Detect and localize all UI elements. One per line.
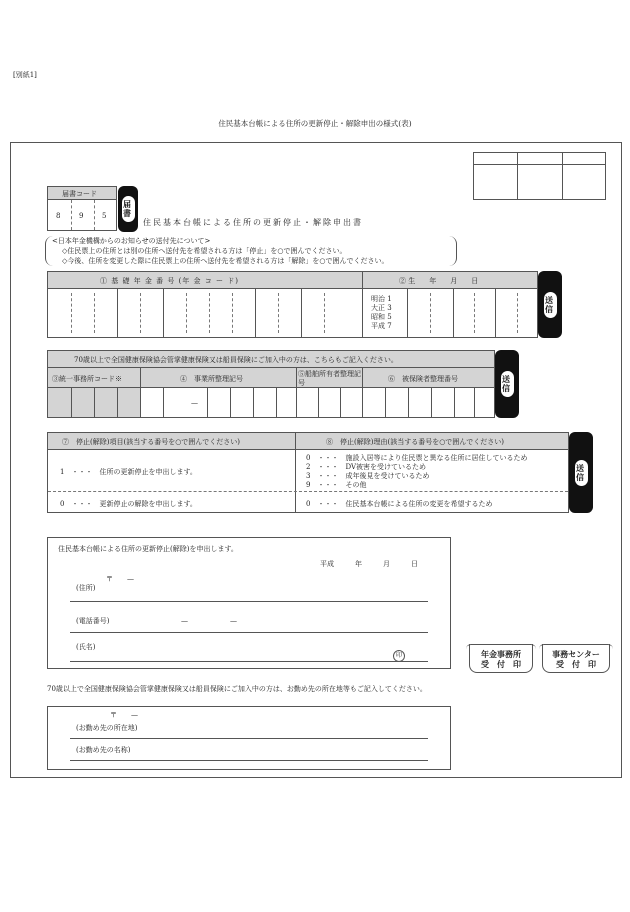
seal-mark: 印 <box>393 650 405 662</box>
era-taisho: 大正 3 <box>371 304 392 312</box>
era-meiji: 明治 1 <box>371 295 392 303</box>
office-center-stamp: 事務センター 受 付 印 <box>542 644 610 673</box>
form-code-digits <box>47 199 117 231</box>
employer-name-line[interactable] <box>70 760 428 761</box>
section3-header <box>47 432 569 450</box>
pension-office-stamp: 年金事務所 受 付 印 <box>469 644 533 673</box>
era-showa: 昭和 5 <box>371 313 392 321</box>
form-code-digit-1: 8 <box>56 212 61 220</box>
employer-postal[interactable]: 〒 — <box>110 711 138 719</box>
phone-label: (電話番号) <box>76 617 110 625</box>
address-line[interactable] <box>70 601 428 602</box>
pension-number-header: ① 基 礎 年 金 番 号 (年 金 コ ー ド) <box>47 271 363 289</box>
section2-header: 70歳以上で全国健康保険協会管掌健康保険又は船員保険にご加入中の方は、こちらもご記入ください。 <box>47 350 495 368</box>
form-code-digit-2: 9 <box>79 212 84 220</box>
reason-9[interactable]: 9 ・・・ その他 <box>306 481 367 489</box>
birth-date-header: ② 生 年 月 日 <box>362 271 538 289</box>
address-label: (住所) <box>76 584 96 592</box>
phone-dashes: — — <box>181 617 237 625</box>
stop-reason-header: ⑧ 停止(解除)理由(該当する番号を○で囲んでください) <box>326 438 505 446</box>
stop-item-1[interactable]: 1 ・・・ 住所の更新停止を申出します。 <box>60 468 197 476</box>
notice-heading: <日本年金機構からのお知らせの送付先について> <box>52 237 211 245</box>
unified-office-code-label: ③統一事務所コード※ <box>52 375 122 383</box>
employer-note: 70歳以上で全国健康保険協会管掌健康保険又は船員保険にご加入中の方は、お勤め先の所在地等もご記入してください。 <box>47 685 427 693</box>
ship-owner-code-label: ⑤船舶所有者整理記号 <box>298 370 361 387</box>
name-label: (氏名) <box>76 643 96 651</box>
phone-line[interactable] <box>70 632 428 633</box>
section3-body[interactable] <box>47 449 569 513</box>
page-title: 住民基本台帳による住所の更新停止・解除申出の様式(表) <box>218 119 412 128</box>
annex-label: [別紙1] <box>13 71 37 79</box>
office-code-label: ④ 事業所整理記号 <box>180 375 243 383</box>
reason-0[interactable]: 0 ・・・ 施設入居等により住民票と異なる住所に居住しているため <box>306 454 528 462</box>
employer-box <box>47 706 451 770</box>
employer-address-line[interactable] <box>70 738 428 739</box>
reason-release-0[interactable]: 0 ・・・ 住民基本台帳による住所の変更を希望するため <box>306 500 493 508</box>
receipt-grid <box>473 152 606 200</box>
form-code-label: 届書コード <box>62 190 97 198</box>
employer-name-label: (お勤め先の名称) <box>76 746 131 754</box>
applicant-date[interactable]: 平成 年 月 日 <box>320 560 418 568</box>
name-line[interactable] <box>70 661 428 662</box>
postal-code-field[interactable]: 〒 — <box>106 575 134 583</box>
reason-2[interactable]: 2 ・・・ DV被害を受けているため <box>306 463 426 471</box>
form-title: 住民基本台帳による住所の更新停止・解除申出書 <box>143 218 363 227</box>
insured-number-label: ⑥ 被保険者整理番号 <box>388 375 458 383</box>
section2-subheader <box>47 367 495 388</box>
form-code-label-cell <box>47 186 117 200</box>
applicant-statement: 住民基本台帳による住所の更新停止(解除)を申出します。 <box>58 545 238 553</box>
stop-item-0[interactable]: 0 ・・・ 更新停止の解除を申出します。 <box>60 500 197 508</box>
form-code-digit-3: 5 <box>102 212 107 220</box>
era-heisei: 平成 7 <box>371 322 392 330</box>
notice-line-2: ◇今後、住所を変更した際に住民票上の住所へ送付先を希望される方は「解除」を○で囲んでください。 <box>62 257 389 265</box>
office-code-separator: — <box>191 399 198 407</box>
pension-number-field[interactable] <box>47 288 363 338</box>
section2-fields[interactable] <box>47 387 495 418</box>
soshin-tab-1: 送信 <box>538 271 562 338</box>
soshin-tab-2: 送信 <box>495 350 519 418</box>
birth-date-field[interactable] <box>362 288 538 338</box>
employer-address-label: (お勤め先の所在地) <box>76 724 138 732</box>
notice-line-1: ◇住民票上の住所とは別の住所へ送付先を希望される方は「停止」を○で囲んでください。 <box>62 247 347 255</box>
reason-3[interactable]: 3 ・・・ 成年後見を受けているため <box>306 472 430 480</box>
stop-item-header: ⑦ 停止(解除)項目(該当する番号を○で囲んでください) <box>62 438 241 446</box>
applicant-box <box>47 537 451 669</box>
soshin-tab-3: 送信 <box>569 432 593 513</box>
todoke-tab: 届書 <box>118 186 138 232</box>
